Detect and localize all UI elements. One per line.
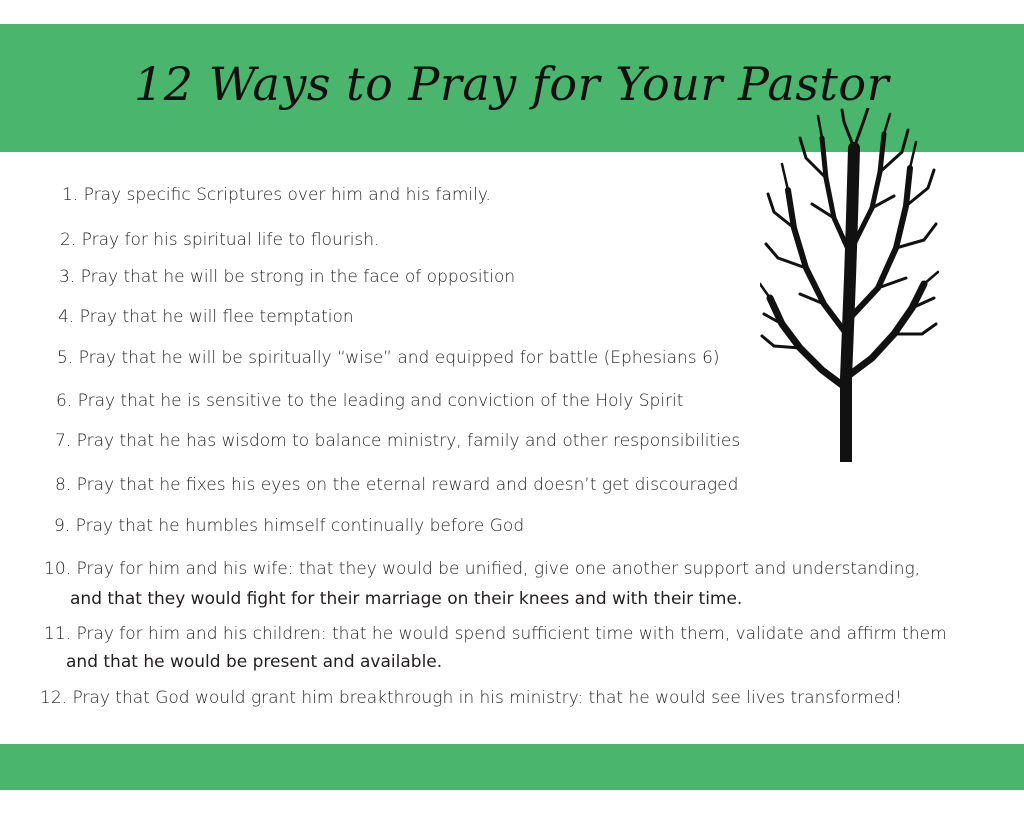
list-item <box>56 390 683 412</box>
item-text-continued: and that they would fight for their marriage on their knees and with their time. <box>70 589 743 609</box>
item-text: Pray that he is sensitive to the leading and conviction of the Holy Spirit <box>77 391 684 411</box>
item-number: 2. <box>60 230 77 250</box>
item-number: 6. <box>56 391 73 411</box>
item-text: Pray that God would grant him breakthrough in his ministry: that he would see lives transformed! <box>72 688 902 708</box>
list-item <box>40 687 902 709</box>
item-number: 10. <box>44 559 72 579</box>
item-text: Pray that he has wisdom to balance ministry, family and other responsibilities <box>76 431 741 451</box>
list-item <box>58 306 354 328</box>
page-title: 12 Ways to Pray for Your Pastor <box>134 57 890 111</box>
item-number: 5. <box>57 348 74 368</box>
item-text: Pray that he will flee temptation <box>79 307 354 327</box>
item-text: Pray that he will be strong in the face of opposition <box>80 267 516 287</box>
item-text-continued: and that he would be present and available. <box>66 652 443 672</box>
footer-band <box>0 744 1024 790</box>
list-item <box>55 430 740 452</box>
item-number: 4. <box>58 307 75 327</box>
list-item <box>55 474 738 496</box>
item-text: Pray for his spiritual life to flourish. <box>81 230 380 250</box>
list-item <box>60 229 379 251</box>
list-item <box>54 515 524 537</box>
item-number: 8. <box>55 475 72 495</box>
list-item <box>57 347 720 369</box>
list-item <box>59 266 515 288</box>
item-number: 11. <box>44 624 72 644</box>
item-text: Pray for him and his wife: that they would be unified, give one another support and understanding, <box>76 559 921 579</box>
item-number: 1. <box>62 185 79 205</box>
item-number: 7. <box>55 431 72 451</box>
item-text: Pray specific Scriptures over him and his family. <box>83 185 491 205</box>
list-item <box>44 623 947 645</box>
item-text: Pray that he fixes his eyes on the eternal reward and doesn’t get discouraged <box>76 475 739 495</box>
item-text: Pray for him and his children: that he would spend sufficient time with them, validate and affirm them <box>76 624 947 644</box>
list-item <box>44 558 920 580</box>
item-text: Pray that he humbles himself continually before God <box>75 516 525 536</box>
list-item <box>62 184 491 206</box>
item-number: 12. <box>40 688 68 708</box>
item-number: 3. <box>59 267 76 287</box>
bare-tree-icon <box>760 108 940 462</box>
item-text: Pray that he will be spiritually “wise” and equipped for battle (Ephesians 6) <box>78 348 720 368</box>
item-number: 9. <box>54 516 71 536</box>
